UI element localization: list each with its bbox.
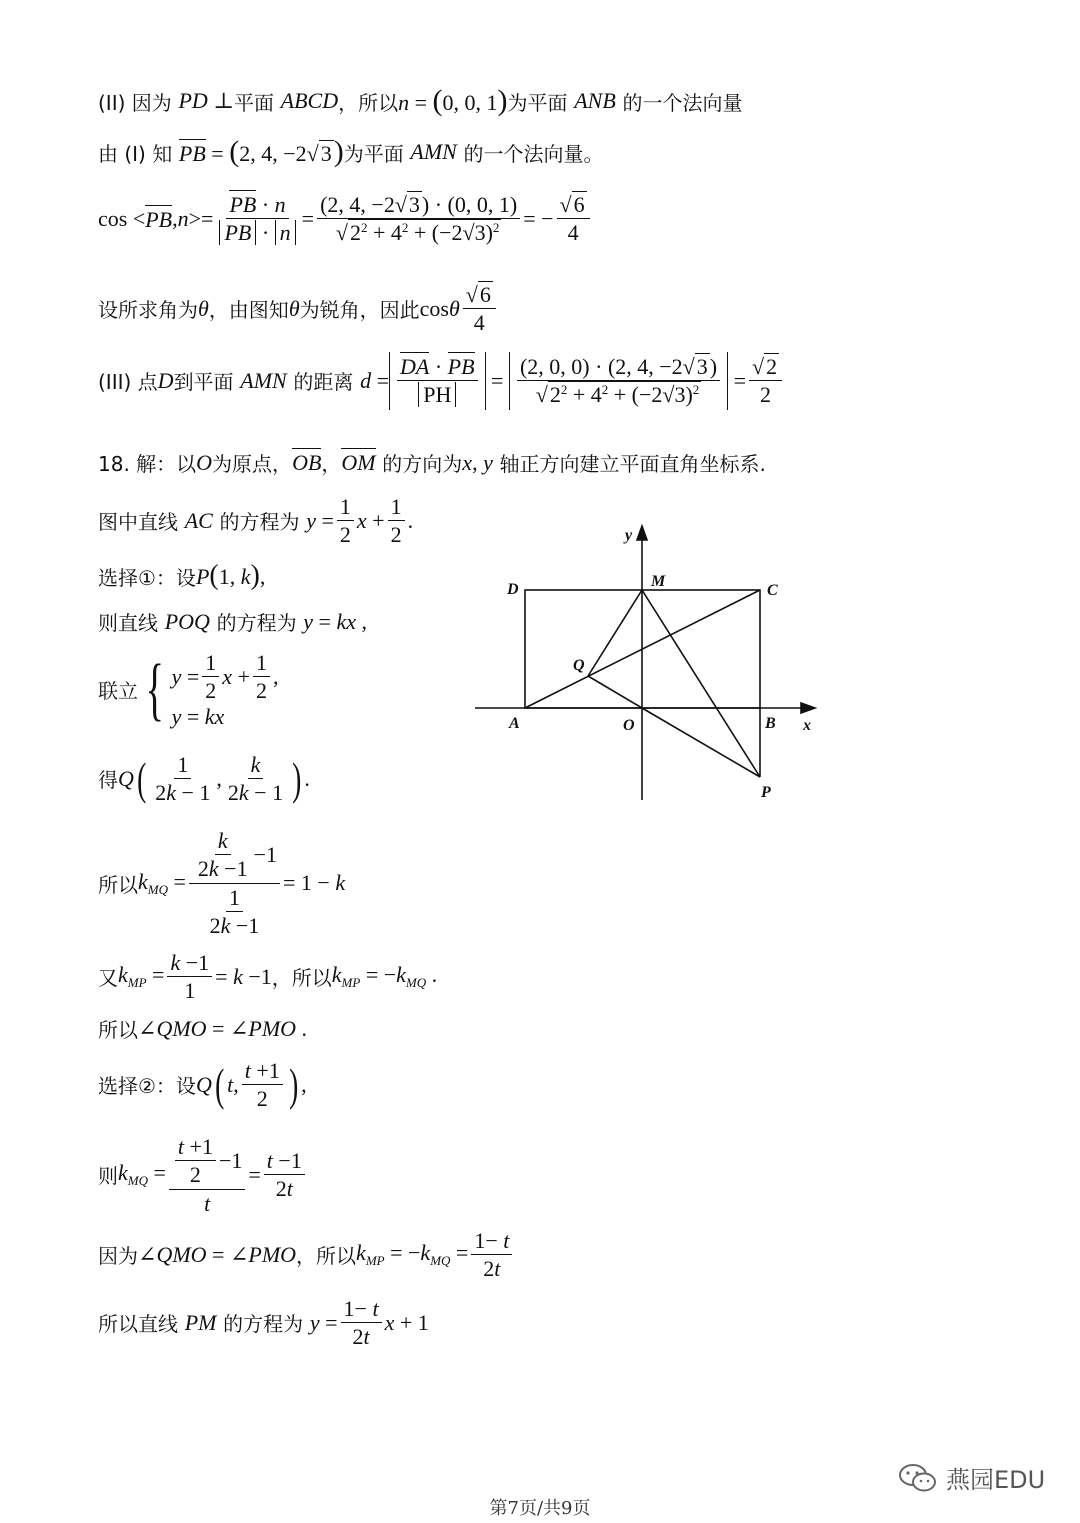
label-A: A bbox=[509, 715, 520, 732]
part2-line: (II) 因为 PD ⊥ 平面 ABCD ，所以 n = (0, 0, 1) 为平面 ANB 的一个法向量 bbox=[98, 84, 743, 117]
label-C: C bbox=[767, 582, 778, 599]
q18-line: 18. 解：以 O 为原点， OB ， OM 的方向为 x, y 轴正方向建立平面直角坐标系. bbox=[98, 449, 766, 476]
label-y: y bbox=[625, 527, 633, 544]
page-footer: 第7页/共9页 bbox=[489, 1498, 591, 1519]
ac-line: 图中直线 AC 的方程为 y = $\frac{1}{2}$ x + $\frac{1}{2}$ . bbox=[98, 494, 414, 548]
system-line: 联立 { y = $\frac{1}{2}$ x + $\frac{1}{2}$ , y = kx bbox=[98, 650, 279, 729]
cos-formula: cos < PB , n >= $\frac{PB \cdot n}{PB \cdot n}$ = $\frac{(2, 4, -2√3) \cdot (0, 0, 1)}{√2^2 + 4^2 + (-2√3)^2}$ = − $\frac{√6}{4}$ bbox=[98, 192, 593, 246]
from1-line: 由 (I) 知 PB = (2, 4, −2√3) 为平面 AMN 的一个法向量。 bbox=[98, 135, 604, 168]
theta-line: 设所求角为 θ ，由图知 θ 为锐角，因此 cosθ $\frac{√6}{4}$ bbox=[98, 282, 499, 336]
part3-line: (III) 点 D 到平面 AMN 的距离 d = $\frac{DA \cdot PB}{PH}$ = $\frac{(2, 0, 0) \cdot (2, 4, -2√3)}{√2^2 + 4^2 + (-2√3)^2}$ = $\frac{√2}{2}$ bbox=[98, 352, 785, 410]
label-x: x bbox=[803, 717, 811, 734]
wechat-icon bbox=[898, 1462, 938, 1494]
label-Q: Q bbox=[573, 657, 585, 674]
label-B: B bbox=[765, 715, 776, 732]
poq-line: 则直线 POQ 的方程为 y = kx , bbox=[98, 608, 367, 635]
watermark-text: 燕园EDU bbox=[946, 1466, 1046, 1494]
choice1-line: 选择①：设 P(1, k), bbox=[98, 560, 266, 591]
kmq-line: 所以 $k_{MQ}$ = $\frac{k}{2k -1}$ −1 $\frac{1}{2k -1}$ = 1 − k bbox=[98, 828, 346, 938]
q-coords-line: 得 Q ( $\frac{1}{2k - 1}$ , $\frac{k}{2k - 1}$ ) . bbox=[98, 752, 310, 806]
y-axis-arrow bbox=[637, 526, 647, 540]
geometry-figure bbox=[465, 520, 835, 810]
label-P: P bbox=[761, 784, 771, 801]
choice2-line: 选择②：设 Q ( t, $\frac{t +1}{2}$ ) , bbox=[98, 1058, 307, 1112]
line-MP bbox=[642, 590, 760, 777]
kmq2-line: 则 $k_{MQ}$ = $\frac{t +1}{2}$ −1 t = $\frac{t -1}{2t}$ bbox=[98, 1134, 308, 1216]
line-OP bbox=[642, 708, 760, 777]
x-axis-arrow bbox=[801, 703, 815, 713]
because-line: 因为 ∠QMO = ∠PMO ，所以 $k_{MP} = -k_{MQ}$ = $\frac{1- t}{2t}$ bbox=[98, 1228, 515, 1282]
angle-line: 所以 ∠QMO = ∠PMO . bbox=[98, 1015, 308, 1042]
line-QO bbox=[588, 676, 642, 708]
kmp-line: 又 $k_{MP}$ = $\frac{k -1}{1}$ = k −1 ，所以 $k_{MP} = -k_{MQ}$ . bbox=[98, 950, 438, 1004]
label-M: M bbox=[651, 573, 666, 590]
label-D: D bbox=[507, 581, 519, 598]
pm-line: 所以直线 PM 的方程为 y = $\frac{1- t}{2t}$ x + 1 bbox=[98, 1296, 429, 1350]
watermark bbox=[898, 1460, 1045, 1495]
label-O: O bbox=[623, 717, 635, 734]
